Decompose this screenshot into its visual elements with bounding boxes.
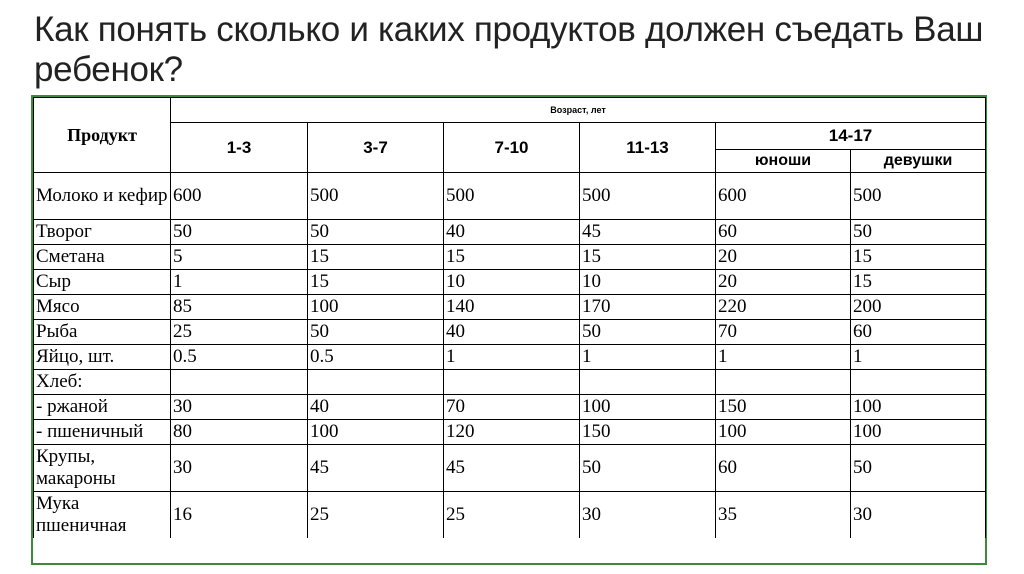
- value-cell: 500: [444, 173, 580, 220]
- value-cell: 25: [171, 320, 308, 345]
- table-row: [34, 270, 986, 295]
- value-cell: 10: [444, 270, 580, 295]
- value-cell: 500: [580, 173, 716, 220]
- value-cell: 50: [308, 220, 444, 245]
- value-cell: 60: [716, 220, 851, 245]
- product-name-cell: Яйцо, шт.: [34, 345, 171, 370]
- value-cell: 170: [580, 295, 716, 320]
- product-name-cell: Сметана: [34, 245, 171, 270]
- value-cell: 150: [716, 395, 851, 420]
- value-cell: 15: [580, 245, 716, 270]
- value-cell: 140: [444, 295, 580, 320]
- value-cell: 500: [851, 173, 986, 220]
- table-row: [34, 320, 986, 345]
- value-cell: 100: [851, 395, 986, 420]
- value-cell: 35: [716, 492, 851, 539]
- value-cell: 220: [716, 295, 851, 320]
- page-title: Как понять сколько и каких продуктов должен съедать Ваш ребенок?: [34, 10, 984, 89]
- value-cell: 70: [716, 320, 851, 345]
- value-cell: [580, 370, 716, 395]
- value-cell: 5: [171, 245, 308, 270]
- girls-subheader: девушки: [851, 150, 986, 173]
- value-cell: 150: [580, 420, 716, 445]
- product-name-cell: Сыр: [34, 270, 171, 295]
- value-cell: 50: [851, 220, 986, 245]
- value-cell: 100: [716, 420, 851, 445]
- food-norms-table: [33, 97, 986, 538]
- table-row: [34, 492, 986, 539]
- value-cell: 15: [851, 270, 986, 295]
- age-group-header: 3-7: [308, 123, 444, 173]
- value-cell: 1: [851, 345, 986, 370]
- age-group-header: 14-17: [716, 123, 986, 150]
- value-cell: 100: [851, 420, 986, 445]
- value-cell: 200: [851, 295, 986, 320]
- table-row: [34, 295, 986, 320]
- value-cell: 100: [308, 295, 444, 320]
- value-cell: 50: [580, 445, 716, 492]
- value-cell: 30: [851, 492, 986, 539]
- value-cell: [851, 370, 986, 395]
- table-row: [34, 445, 986, 492]
- value-cell: 16: [171, 492, 308, 539]
- boys-subheader: юноши: [716, 150, 851, 173]
- value-cell: 50: [171, 220, 308, 245]
- product-column-header: Продукт: [34, 98, 171, 173]
- value-cell: 120: [444, 420, 580, 445]
- product-name-cell: - пшеничный: [34, 420, 171, 445]
- value-cell: 1: [580, 345, 716, 370]
- age-caption: Возраст, лет: [171, 98, 986, 123]
- value-cell: 15: [444, 245, 580, 270]
- value-cell: 600: [171, 173, 308, 220]
- value-cell: 50: [580, 320, 716, 345]
- product-name-cell: Рыба: [34, 320, 171, 345]
- table-row: [34, 173, 986, 220]
- table-row: [34, 220, 986, 245]
- table-body: [34, 173, 986, 539]
- table-row: [34, 420, 986, 445]
- product-name-cell: - ржаной: [34, 395, 171, 420]
- value-cell: 30: [580, 492, 716, 539]
- value-cell: 85: [171, 295, 308, 320]
- value-cell: 45: [308, 445, 444, 492]
- value-cell: 0.5: [308, 345, 444, 370]
- value-cell: 40: [444, 320, 580, 345]
- food-norms-table-frame: [31, 95, 987, 565]
- table-row: [34, 245, 986, 270]
- table-row: [34, 345, 986, 370]
- value-cell: 0.5: [171, 345, 308, 370]
- age-group-header: 1-3: [171, 123, 308, 173]
- value-cell: 15: [851, 245, 986, 270]
- value-cell: 40: [308, 395, 444, 420]
- value-cell: 40: [444, 220, 580, 245]
- value-cell: 1: [444, 345, 580, 370]
- product-name-cell: Мука пшеничная: [34, 492, 171, 539]
- value-cell: 80: [171, 420, 308, 445]
- product-name-cell: Молоко и кефир: [34, 173, 171, 220]
- product-name-cell: Творог: [34, 220, 171, 245]
- value-cell: 1: [716, 345, 851, 370]
- value-cell: 15: [308, 245, 444, 270]
- table-row: [34, 395, 986, 420]
- age-group-header: 7-10: [444, 123, 580, 173]
- table-row: [34, 370, 986, 395]
- product-name-cell: Крупы, макароны: [34, 445, 171, 492]
- value-cell: [171, 370, 308, 395]
- value-cell: [716, 370, 851, 395]
- value-cell: [308, 370, 444, 395]
- value-cell: 100: [580, 395, 716, 420]
- value-cell: 1: [171, 270, 308, 295]
- value-cell: 25: [444, 492, 580, 539]
- value-cell: [444, 370, 580, 395]
- value-cell: 100: [308, 420, 444, 445]
- value-cell: 50: [308, 320, 444, 345]
- value-cell: 500: [308, 173, 444, 220]
- value-cell: 20: [716, 270, 851, 295]
- value-cell: 60: [716, 445, 851, 492]
- value-cell: 45: [444, 445, 580, 492]
- value-cell: 20: [716, 245, 851, 270]
- value-cell: 600: [716, 173, 851, 220]
- value-cell: 45: [580, 220, 716, 245]
- value-cell: 10: [580, 270, 716, 295]
- product-name-cell: Хлеб:: [34, 370, 171, 395]
- product-name-cell: Мясо: [34, 295, 171, 320]
- value-cell: 25: [308, 492, 444, 539]
- value-cell: 30: [171, 395, 308, 420]
- value-cell: 70: [444, 395, 580, 420]
- value-cell: 60: [851, 320, 986, 345]
- value-cell: 15: [308, 270, 444, 295]
- value-cell: 30: [171, 445, 308, 492]
- value-cell: 50: [851, 445, 986, 492]
- age-group-header: 11-13: [580, 123, 716, 173]
